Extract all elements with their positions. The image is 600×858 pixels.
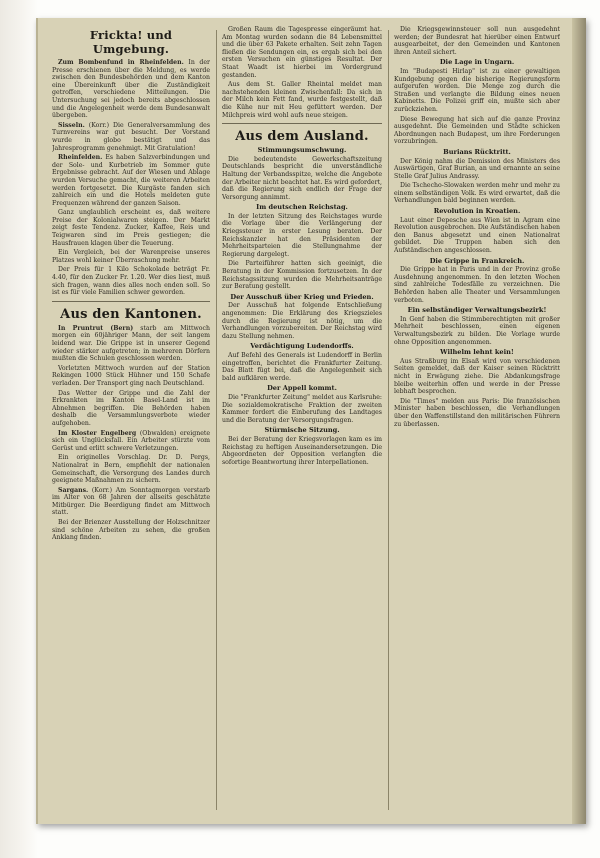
article-place: Sargans. (58, 486, 89, 494)
subheading: Die Grippe in Frankreich. (429, 256, 525, 265)
article-text: Vorletzten Mittwoch wurden auf der Station Rekingen 1000 Stück Hühner und 150 Schafe verladen. Der Transport ging nach Deutschland. (52, 364, 210, 387)
subheading: Burians Rücktritt. (443, 147, 511, 156)
column-2 (222, 26, 382, 814)
article: Die bedeutendste Gewerkschaftszeitung Deutschlands bespricht die unverständliche Haltung der Verbandsspitze, welche die Angebote der Arbeiter nicht beachtet hat. Es wird gefordert, daß die Regierung sich endlich der Frage der Versorgung annimmt. (222, 155, 382, 201)
section-title-kantonen: Aus den Kantonen. (60, 306, 202, 322)
article (52, 249, 210, 264)
article: Der König nahm die Demission des Ministers des Auswärtigen, Graf Burian, an und ernannte an seine Stelle Graf Julius Andrassy. (394, 157, 560, 180)
article (52, 122, 210, 152)
article-text: Bei der Brienzer Ausstellung der Holzschnitzer sind schöne Arbeiten zu sehen, die großen Anklang finden. (52, 519, 210, 542)
subheading: Stürmische Sitzung. (264, 426, 340, 435)
article-text: Ganz unglaublich erscheint es, daß weitere Preise der Kolonialwaren steigen. Der Markt zeigt feste Tendenz. Zucker, Kaffee, Reis und Teigwaren sind im Preis gestiegen; die Hausfrauen klagen über die Teuerung. (52, 209, 210, 247)
section-title-fricktal: Frickta! und Umgebung. (89, 28, 173, 56)
subheading: Der Ausschuß über Krieg und Frieden. (230, 292, 374, 301)
column-1 (52, 26, 210, 814)
article: Die "Times" melden aus Paris: Die französischen Minister haben beschlossen, die Verhandlungen über den Waffenstillstand den militärischen Führern zu überlassen. (394, 397, 560, 428)
article (52, 454, 210, 484)
article (52, 519, 210, 542)
article (52, 390, 210, 428)
article: Großen Raum die Tagespresse eingeräumt hat. Am Montag wurden sodann die 84 Lebensmittel und die über 63 Pakete erhalten. Seit zehn Tagen fließen die Sendungen ein, es ergab sich bei den ersten Versuchen ein günstiges Resultat. Der Staat Waadt ist hierbei im Vordergrund gestanden. (222, 26, 382, 79)
article (52, 154, 210, 207)
subheading: Ein selbständiger Verwaltungsbezirk! (407, 306, 547, 315)
page-edge (572, 18, 586, 824)
article: Aus Straßburg im Elsaß wird von verschiedenen Seiten gemeldet, daß der Kaiser seinen Rücktritt nicht in Erwägung ziehe. Die Abdankungsfrage bleibe weiterhin offen und werde in der Presse lebhaft besprochen. (394, 357, 560, 396)
article (52, 430, 210, 453)
article-text: Ein Vergleich, bei der Warenpreise unseres Platzes wohl keiner Überraschung mehr. (52, 249, 210, 264)
article: Die "Frankfurter Zeitung" meldet aus Karlsruhe: Die sozialdemokratische Fraktion der zweiten Kammer fordert die Einberufung des Landtages und die Beratung der Versorgungsfragen. (222, 393, 382, 424)
article: Die Grippe hat in Paris und in der Provinz große Ausdehnung angenommen. In den letzten Wochen sind zahlreiche Todesfälle zu verzeichnen. Die Behörden haben alle Theater und Versammlungen verboten. (394, 266, 560, 304)
article-text: Das Wetter der Grippe und die Zahl der Erkrankten im Kanton Basel-Land ist im Abnehmen begriffen. Die Behörden haben deshalb die Versammlungsverbote wieder aufgehoben. (52, 389, 210, 427)
article: Diese Bewegung hat sich auf die ganze Provinz ausgedehnt. Die Gemeinden und Städte schicken Abordnungen nach Budapest, um ihre Forderungen vorzubringen. (394, 115, 560, 146)
binding-spine (0, 0, 38, 858)
article-place: Zum Bombenfund in Rheinfelden. (58, 59, 184, 66)
article: Die Tschecho-Slowaken werden mehr und mehr zu einem selbständigen Volk. Es wird erwartet, daß die Verhandlungen bald beginnen werden. (394, 182, 560, 205)
article-text: (Korr.) Am Sonntagmorgen verstarb im Alter von 68 Jahren der allseits geschätzte Mitbürger. Die Beerdigung findet am Mittwoch statt. (52, 486, 210, 517)
article: Auf Befehl des Generals ist Ludendorff in Berlin eingetroffen, berichtet die Frankfurter Zeitung. Das Blatt fügt bei, daß die Angelegenheit sich bald aufklären werde. (222, 351, 382, 382)
article-place: Rheinfelden. (58, 154, 103, 162)
subheading: Die Lage in Ungarn. (439, 58, 515, 67)
article: Bei der Beratung der Kriegsvorlagen kam es im Reichstag zu heftigen Auseinandersetzungen. Die Abgeordneten der Opposition verlangten die sofortige Beantwortung ihrer Interpellationen. (222, 435, 382, 466)
section-title-ausland: Aus dem Ausland. (235, 129, 369, 145)
article: Im "Budapesti Hirlap" ist zu einer gewaltigen Kundgebung gegen die bisherige Regierungsform aufgerufen worden. Die Menge zog durch die Straßen und verlangte die Bildung eines neuen Kabinetts. Die Polizei griff ein, mußte sich aber zurückziehen. (394, 67, 560, 113)
subheading: Wilhelm lehnt kein! (440, 348, 514, 357)
subheading: Stimmungsumschwung. (257, 146, 347, 155)
article-text: (Korr.) Die Generalversammlung des Turnvereins war gut besucht. Der Vorstand wurde in globo bestätigt und das Jahresprogramm genehmigt. Mit Gratulation! (52, 121, 210, 152)
article: Aus dem St. Galler Rheintal meldet man nachstehenden kleinen Zwischenfall: Da sich in der Milch kein Fett fand, wurde festgestellt, daß die Kühe nur mit Heu gefüttert werden. Der Milchpreis wird wohl aufs neue steigen. (222, 81, 382, 119)
column-3 (394, 26, 560, 814)
article-text: (Obwalden) ereignete sich ein Unglücksfall. Ein Arbeiter stürzte vom Gerüst und erlitt schwere Verletzungen. (52, 429, 210, 452)
article (52, 487, 210, 517)
article-text: Ein originelles Vorschlag. Dr. D. Pergs, Nationalrat in Bern, empfiehlt der nationalen Gemeinschaft, die Versorgung des Landes durch geeignete Maßnahmen zu sichern. (52, 454, 210, 485)
article (52, 59, 210, 120)
article (52, 325, 210, 363)
article: Der Ausschuß hat folgende Entschließung angenommen: Die Erklärung des Kriegszieles durch die Regierung ist nötig, um die Verhandlungen vorzubereiten. Der Reichstag wird dazu Stellung nehmen. (222, 302, 382, 340)
article (52, 209, 210, 247)
subheading: Der Appell kommt. (267, 384, 337, 393)
subheading: Revolution in Kroatien. (433, 207, 521, 216)
article-place: In Pruntrut (Bern) (58, 324, 134, 332)
article: Laut einer Depesche aus Wien ist in Agram eine Revolution ausgebrochen. Die Aufständischen haben den Banus abgesetzt und einen Nationalrat gebildet. Die Truppen haben sich den Aufständischen angeschlossen. (394, 216, 560, 255)
article-text: In der Presse erschienen über die Meldung, es werde zwischen den Bundesbehörden und dem Kanton eine Übereinkunft über die Zuständigkeit getroffen, verschiedene Mitteilungen. Die Untersuchung sei jedoch bereits abgeschlossen und die Angelegenheit werde dem Bundesanwalt übergeben. (52, 59, 210, 120)
article: In Genf haben die Stimmberechtigten mit großer Mehrheit beschlossen, einen eigenen Verwaltungsbezirk zu bilden. Die Vorlage wurde ohne Opposition angenommen. (394, 315, 560, 346)
article: Die Parteiführer hatten sich geeinigt, die Beratung in der Kommission fortzusetzen. In der Reichstagssitzung wurden die Mehrheitsanträge zur Beratung gestellt. (222, 260, 382, 291)
subheading: Verdächtigung Ludendorffs. (250, 342, 354, 351)
article-place: Im Kloster Engelberg (58, 429, 137, 437)
newspaper-page (36, 18, 586, 824)
article-place: Sisseln. (58, 121, 85, 129)
article: Die Kriegsgewinnsteuer soll nun ausgedehnt werden; der Bundesrat hat hierüber einen Entwurf ausgearbeitet, der den Gemeinden und Kantonen ihren Anteil sichert. (394, 26, 560, 56)
article: In der letzten Sitzung des Reichstages wurde die Vorlage über die Verlängerung der Kriegssteuer in erster Lesung beraten. Der Reichskanzler hat den Präsidenten der Mehrheitsparteien die Stellungnahme der Regierung dargelegt. (222, 212, 382, 258)
column-rule (388, 30, 389, 810)
article-text: Es haben Salzverbindungen und der Sole- und Kurbetrieb im Sommer gute Ergebnisse gebracht. Auf der Wiesen und Ablage wurden Versuche gemacht, die weiteren Arbeiten werden fortgesetzt. Die Kurgäste fanden sich zahlreich ein und die Hotels meldeten gute Frequenzen während der ganzen Saison. (52, 154, 210, 207)
article-text: starb am Mittwoch morgen ein 60jähriger Mann, der seit langem leidend war. Die Grippe ist in unserer Gegend wieder stärker aufgetreten; in mehreren Dörfern mußten die Schulen geschlossen werden. (52, 324, 210, 363)
article-text: Der Preis für 1 Kilo Schokolade beträgt Fr. 4.40, für den Zucker Fr. 1.20. Wer dies liest, muß sich fragen, wann dies alles noch enden soll. So ist es für viele Familien schwer geworden. (52, 266, 210, 297)
article (52, 365, 210, 388)
article (52, 266, 210, 296)
column-rule (216, 30, 217, 810)
divider (52, 301, 210, 302)
divider (222, 123, 382, 124)
subheading: Im deutschen Reichstag. (256, 203, 348, 212)
